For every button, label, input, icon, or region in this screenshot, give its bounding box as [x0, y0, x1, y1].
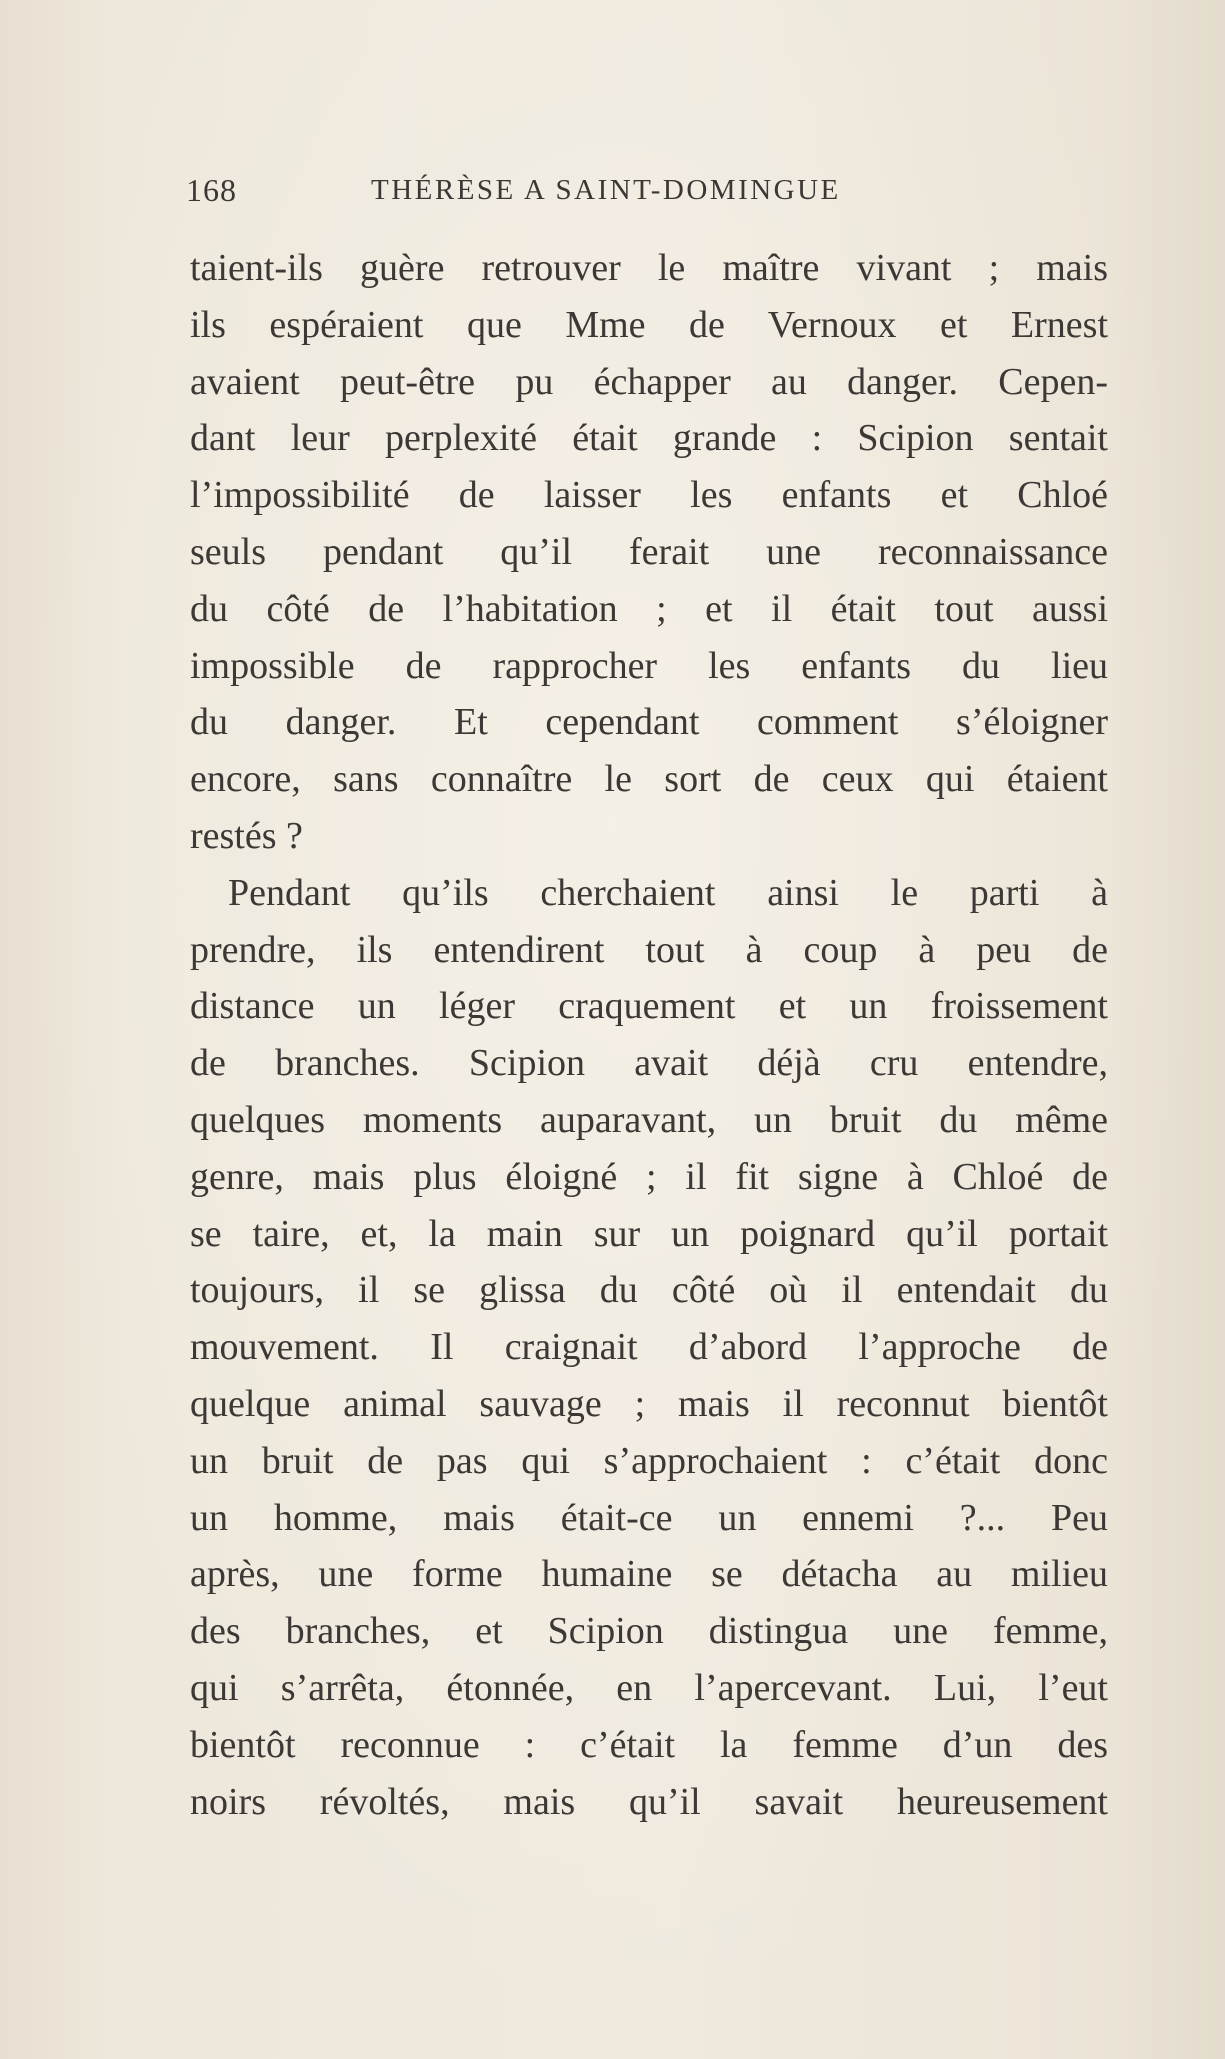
text-line: de branches. Scipion avait déjà cru entendre,	[190, 1042, 1108, 1085]
text-line: quelques moments auparavant, un bruit du même	[190, 1098, 1108, 1141]
text-line: du danger. Et cependant comment s’éloigner	[190, 701, 1108, 744]
text-line: bientôt reconnue : c’était la femme d’un des	[190, 1723, 1108, 1766]
text-line: ils espéraient que Mme de Vernoux et Ernest	[190, 303, 1108, 346]
text-line: distance un léger craquement et un froissement	[190, 985, 1108, 1028]
text-line: un homme, mais était-ce un ennemi ?... Peu	[190, 1496, 1108, 1539]
page-header	[186, 172, 1106, 212]
text-line: mouvement. Il craignait d’abord l’approche de	[190, 1326, 1108, 1369]
text-line: toujours, il se glissa du côté où il entendait du	[190, 1269, 1108, 1312]
text-line: dant leur perplexité était grande : Scipion sentait	[190, 417, 1108, 460]
text-line: des branches, et Scipion distingua une femme,	[190, 1610, 1108, 1653]
text-line: seuls pendant qu’il ferait une reconnaissance	[190, 530, 1108, 573]
text-line: l’impossibilité de laisser les enfants et Chloé	[190, 474, 1108, 517]
text-line: un bruit de pas qui s’approchaient : c’était donc	[190, 1439, 1108, 1482]
text-line: qui s’arrêta, étonnée, en l’apercevant. Lui, l’eut	[190, 1666, 1108, 1709]
text-line: noirs révoltés, mais qu’il savait heureusement	[190, 1780, 1108, 1823]
text-line: avaient peut-être pu échapper au danger. Cepen-	[190, 360, 1108, 403]
text-line: après, une forme humaine se détacha au milieu	[190, 1553, 1108, 1596]
text-line: du côté de l’habitation ; et il était tout aussi	[190, 587, 1108, 630]
body-text	[190, 240, 1108, 1830]
text-line: taient-ils guère retrouver le maître vivant ; mais	[190, 247, 1108, 289]
text-line: impossible de rapprocher les enfants du lieu	[190, 644, 1108, 687]
text-line-paragraph-start: Pendant qu’ils cherchaient ainsi le parti à	[228, 871, 1108, 914]
text-line: se taire, et, la main sur un poignard qu’il portait	[190, 1212, 1108, 1255]
text-line: genre, mais plus éloigné ; il fit signe à Chloé de	[190, 1155, 1108, 1198]
text-line-paragraph-end: restés ?	[190, 814, 303, 857]
running-title: THÉRÈSE A SAINT-DOMINGUE	[371, 174, 841, 206]
text-line: encore, sans connaître le sort de ceux qui étaient	[190, 758, 1108, 801]
page-number: 168	[186, 172, 237, 208]
text-line: quelque animal sauvage ; mais il reconnut bientôt	[190, 1382, 1108, 1425]
text-line: prendre, ils entendirent tout à coup à peu de	[190, 928, 1108, 971]
